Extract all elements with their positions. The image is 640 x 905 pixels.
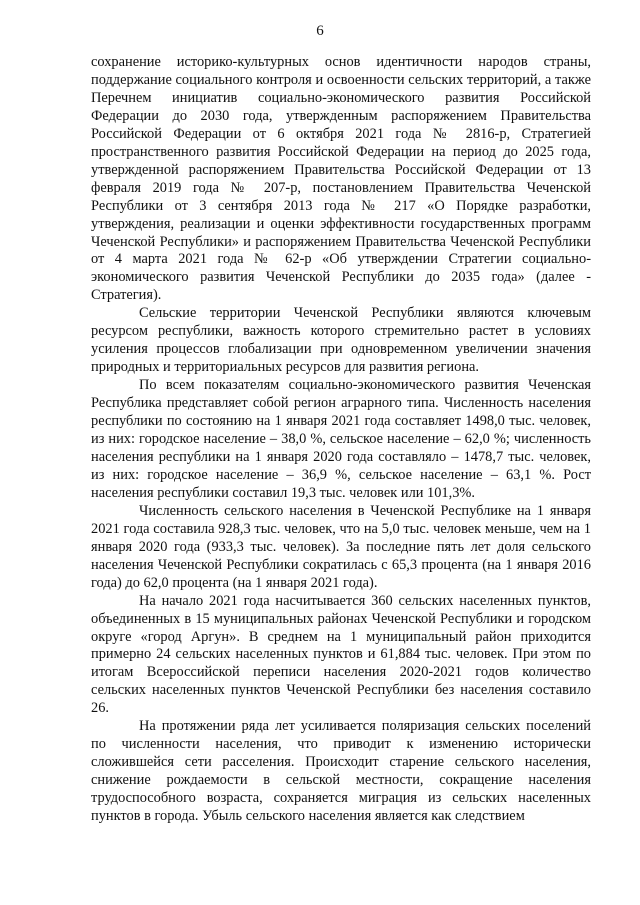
document-body — [91, 54, 591, 826]
paragraph-settlements: На начало 2021 года насчитывается 360 сельских населенных пунктов, объединенных в 15 муниципальных районах Чеченской Республики и городском округе «город Аргун». В среднем на 1 муниципальный район приходится примерно 24 сельских населенных пунктов и 61,884 тыс. человек. При этом по итогам Всероссийской переписи населения 2020-2021 годов количество сельских населенных пунктов Чеченской Республики без населения составило 26. — [91, 592, 591, 717]
page-number: 6 — [316, 23, 324, 39]
paragraph-rural-territories: Сельские территории Чеченской Республики являются ключевым ресурсом республики, важность которого стремительно растет в условиях усиления процессов глобализации при одновременном увеличении значения природных и территориальных ресурсов для развития региона. — [91, 305, 591, 376]
paragraph-continuation: сохранение историко-культурных основ идентичности народов страны, поддержание социального контроля и освоенности сельских территорий, а также Перечнем инициатив социально-экономического развития Российской Федерации до 2030 года, утвержденным распоряжением Правительства Российской Федерации от 6 октября 2021 года № 2816-р, Стратегией пространственного развития Российской Федерации на период до 2025 года, утвержденной распоряжением Правительства Российской Федерации от 13 февраля 2019 года № 207-р, постановлением Правительства Чеченской Республики от 3 сентября 2013 года № 217 «О Порядке разработки, утверждения, реализации и оценки эффективности государственных программ Чеченской Республики» и распоряжением Правительства Чеченской Республики от 4 марта 2021 года № 62-р «Об утверждении Стратегии социально-экономического развития Чеченской Республики до 2035 года» (далее - Стратегия). — [91, 54, 591, 304]
paragraph-polarization: На протяжении ряда лет усиливается поляризация сельских поселений по численности населения, что приводит к изменению исторически сложившейся сети расселения. Происходит старение сельского населения, снижение рождаемости в сельской местности, сокращение населения трудоспособного возраста, сохраняется миграция из сельских населенных пунктов в города. Убыль сельского населения является как следствием — [91, 718, 591, 825]
paragraph-population-indicators: По всем показателям социально-экономического развития Чеченская Республика представляет собой регион аграрного типа. Численность населения республики по состоянию на 1 января 2021 года составляет 1498,0 тыс. человек, из них: городское население – 38,0 %, сельское население – 62,0 %; численность населения республики на 1 января 2020 года составляло – 1478,7 тыс. человек, из них: городское население – 36,9 %, сельское население – 63,1 %. Рост населения республики составил 19,3 тыс. человек или 101,3%. — [91, 377, 591, 501]
paragraph-rural-population: Численность сельского населения в Чеченской Республике на 1 января 2021 года составила 928,3 тыс. человек, что на 5,0 тыс. человек меньше, чем на 1 января 2020 года (933,3 тыс. человек). За последние пять лет доля сельского населения Чеченской Республики сократилась с 65,3 процента (на 1 января 2016 года) до 62,0 процента (на 1 января 2021 года). — [91, 502, 591, 591]
